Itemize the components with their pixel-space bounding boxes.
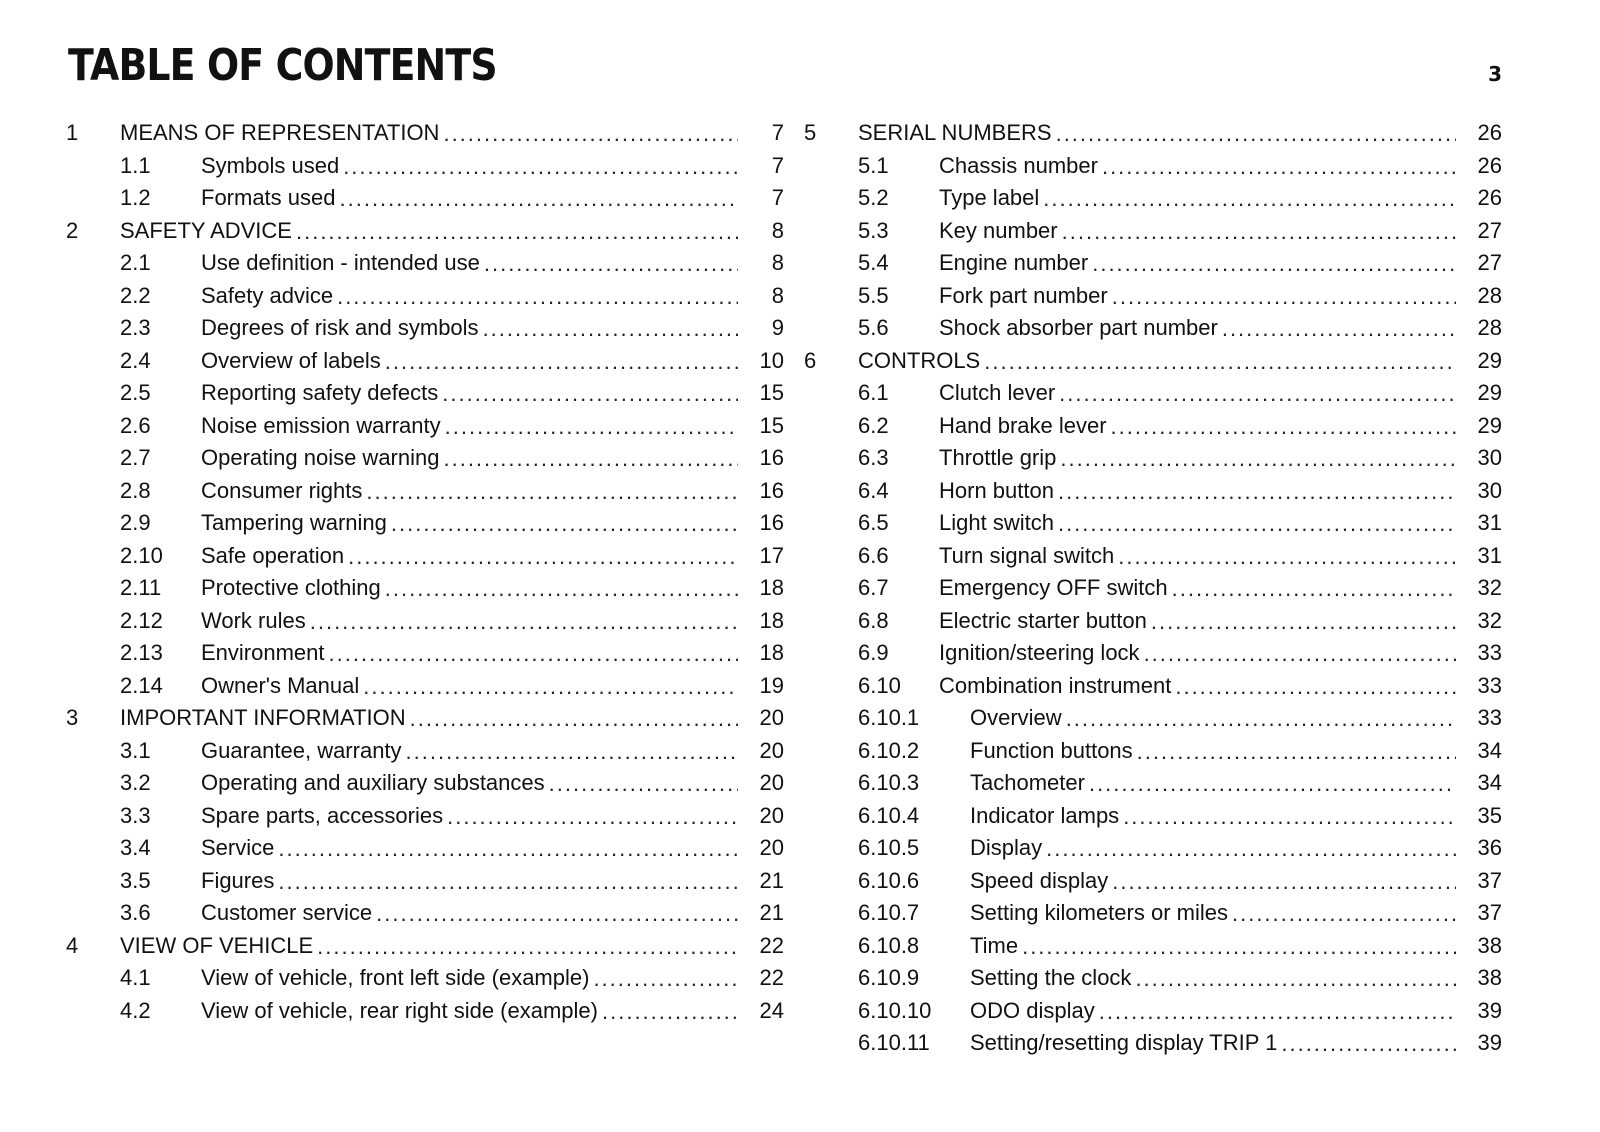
toc-entry[interactable] xyxy=(66,507,784,540)
toc-dot-leader xyxy=(443,448,738,470)
toc-dot-leader xyxy=(385,578,738,600)
toc-entry[interactable] xyxy=(804,345,1502,378)
toc-entry-label: Safe operation xyxy=(201,545,348,567)
toc-entry-page: 26 xyxy=(1456,155,1502,177)
toc-entry-number: 4.1 xyxy=(120,965,151,991)
toc-entry-label: Light switch xyxy=(939,512,1058,534)
toc-entry-label: Setting the clock xyxy=(970,967,1135,989)
toc-entry-number: 1.1 xyxy=(120,152,151,178)
toc-dot-leader xyxy=(296,221,738,243)
toc-entry[interactable] xyxy=(66,475,784,508)
toc-entry-page: 20 xyxy=(738,707,784,729)
toc-entry-label: Key number xyxy=(939,220,1062,242)
toc-entry[interactable] xyxy=(804,735,1502,768)
toc-entry[interactable] xyxy=(804,507,1502,540)
toc-entry[interactable] xyxy=(66,767,784,800)
toc-entry-label: Turn signal switch xyxy=(939,545,1118,567)
toc-entry[interactable] xyxy=(66,377,784,410)
toc-entry-label: Electric starter button xyxy=(939,610,1151,632)
toc-dot-leader xyxy=(549,773,738,795)
toc-entry-page: 15 xyxy=(738,415,784,437)
page-number: 3 xyxy=(1488,62,1502,86)
toc-dot-leader xyxy=(1123,806,1456,828)
toc-entry-number: 3.1 xyxy=(120,737,151,763)
toc-dot-leader xyxy=(1111,416,1456,438)
toc-entry[interactable] xyxy=(804,995,1502,1028)
toc-entry-number: 2.6 xyxy=(120,412,151,438)
toc-entry[interactable] xyxy=(804,865,1502,898)
toc-entry-number: 2.14 xyxy=(120,672,163,698)
toc-entry-page: 37 xyxy=(1456,902,1502,924)
toc-entry-number: 6.10.4 xyxy=(858,802,920,828)
toc-dot-leader xyxy=(593,968,738,990)
toc-entry[interactable] xyxy=(804,410,1502,443)
toc-entry-label: Clutch lever xyxy=(939,382,1059,404)
toc-dot-leader xyxy=(1118,546,1456,568)
toc-entry-page: 32 xyxy=(1456,610,1502,632)
toc-entry-label: Use definition - intended use xyxy=(201,252,484,274)
toc-entry[interactable] xyxy=(804,897,1502,930)
toc-entry[interactable] xyxy=(66,247,784,280)
toc-entry[interactable] xyxy=(66,280,784,313)
toc-entry-number: 6.10.8 xyxy=(858,932,920,958)
toc-dot-leader xyxy=(447,806,738,828)
toc-dot-leader xyxy=(1058,481,1456,503)
toc-dot-leader xyxy=(310,611,738,633)
toc-entry-number: 5.3 xyxy=(858,217,889,243)
toc-dot-leader xyxy=(1172,578,1456,600)
toc-dot-leader xyxy=(348,546,738,568)
toc-entry-number: 3.4 xyxy=(120,835,151,861)
toc-entry[interactable] xyxy=(804,800,1502,833)
toc-entry[interactable] xyxy=(804,1027,1502,1060)
toc-entry-number: 6 xyxy=(804,347,817,373)
toc-entry[interactable] xyxy=(66,312,784,345)
toc-entry-page: 20 xyxy=(738,805,784,827)
toc-entry-page: 8 xyxy=(738,220,784,242)
toc-entry-label: Customer service xyxy=(201,902,376,924)
toc-entry-page: 30 xyxy=(1456,447,1502,469)
toc-entry[interactable] xyxy=(66,670,784,703)
toc-entry[interactable] xyxy=(804,670,1502,703)
toc-dot-leader xyxy=(1059,383,1456,405)
toc-entry-number: 2.4 xyxy=(120,347,151,373)
toc-entry-label: Overview xyxy=(970,707,1066,729)
toc-entry-number: 4 xyxy=(66,932,79,958)
toc-entry-page: 7 xyxy=(738,122,784,144)
toc-entry[interactable] xyxy=(66,995,784,1028)
toc-entry-page: 17 xyxy=(738,545,784,567)
toc-entry-label: Ignition/steering lock xyxy=(939,642,1144,664)
toc-dot-leader xyxy=(278,838,738,860)
toc-dot-leader xyxy=(363,676,738,698)
toc-dot-leader xyxy=(317,936,738,958)
toc-entry-page: 29 xyxy=(1456,415,1502,437)
toc-entry-label: Noise emission warranty xyxy=(201,415,445,437)
toc-entry-number: 6.4 xyxy=(858,477,889,503)
toc-entry-number: 2.3 xyxy=(120,315,151,341)
toc-dot-leader xyxy=(483,318,738,340)
toc-entry-page: 33 xyxy=(1456,675,1502,697)
toc-entry-number: 2.5 xyxy=(120,380,151,406)
toc-entry-label: Guarantee, warranty xyxy=(201,740,406,762)
toc-entry-page: 16 xyxy=(738,512,784,534)
toc-right-column xyxy=(804,117,1502,1060)
toc-dot-leader xyxy=(343,156,738,178)
toc-entry-label: Display xyxy=(970,837,1046,859)
toc-dot-leader xyxy=(1043,188,1456,210)
toc-dot-leader xyxy=(1092,253,1456,275)
toc-entry-label: Spare parts, accessories xyxy=(201,805,447,827)
toc-dot-leader xyxy=(391,513,738,535)
toc-entry-number: 6.10.2 xyxy=(858,737,920,763)
toc-entry-page: 21 xyxy=(738,902,784,924)
toc-entry[interactable] xyxy=(804,182,1502,215)
toc-entry-label: Speed display xyxy=(970,870,1112,892)
toc-entry[interactable] xyxy=(66,540,784,573)
toc-entry-label: Horn button xyxy=(939,480,1058,502)
toc-dot-leader xyxy=(1102,156,1456,178)
toc-entry-label: Safety advice xyxy=(201,285,337,307)
toc-dot-leader xyxy=(340,188,739,210)
toc-entry[interactable] xyxy=(804,930,1502,963)
toc-dot-leader xyxy=(984,351,1456,373)
toc-entry-number: 1 xyxy=(66,120,79,146)
toc-entry-number: 6.10.1 xyxy=(858,705,920,731)
toc-entry[interactable] xyxy=(66,702,784,735)
toc-entry-label: Chassis number xyxy=(939,155,1102,177)
toc-entry-number: 5.5 xyxy=(858,282,889,308)
toc-entry-page: 19 xyxy=(738,675,784,697)
toc-entry-page: 20 xyxy=(738,772,784,794)
toc-entry-page: 34 xyxy=(1456,772,1502,794)
toc-entry[interactable] xyxy=(804,150,1502,183)
toc-entry-page: 20 xyxy=(738,837,784,859)
toc-entry-number: 5.4 xyxy=(858,250,889,276)
toc-entry-page: 22 xyxy=(738,967,784,989)
toc-entry-label: Operating noise warning xyxy=(201,447,443,469)
toc-entry-page: 38 xyxy=(1456,935,1502,957)
toc-entry[interactable] xyxy=(66,800,784,833)
toc-entry-label: View of vehicle, front left side (example) xyxy=(201,967,593,989)
toc-entry-number: 2.8 xyxy=(120,477,151,503)
page-title: TABLE OF CONTENTS xyxy=(68,40,497,91)
toc-entry-label: Engine number xyxy=(939,252,1092,274)
toc-entry-number: 6.10.5 xyxy=(858,835,920,861)
toc-entry-label: Environment xyxy=(201,642,329,664)
toc-entry-label: Setting kilometers or miles xyxy=(970,902,1232,924)
toc-entry-label: Tachometer xyxy=(970,772,1089,794)
toc-entry[interactable] xyxy=(804,832,1502,865)
toc-entry-label: Reporting safety defects xyxy=(201,382,442,404)
toc-entry-number: 2.9 xyxy=(120,510,151,536)
toc-entry-number: 4.2 xyxy=(120,997,151,1023)
toc-dot-leader xyxy=(442,383,738,405)
toc-dot-leader xyxy=(1060,448,1456,470)
toc-entry[interactable] xyxy=(804,215,1502,248)
toc-entry-label: Degrees of risk and symbols xyxy=(201,317,483,339)
toc-entry-page: 21 xyxy=(738,870,784,892)
toc-entry-label: Operating and auxiliary substances xyxy=(201,772,549,794)
toc-entry-number: 6.1 xyxy=(858,380,889,406)
toc-dot-leader xyxy=(366,481,738,503)
toc-entry-page: 30 xyxy=(1456,480,1502,502)
toc-entry-label: Shock absorber part number xyxy=(939,317,1222,339)
toc-left-column xyxy=(66,117,784,1027)
toc-entry[interactable] xyxy=(66,930,784,963)
toc-entry-number: 5 xyxy=(804,120,817,146)
toc-entry-number: 3.3 xyxy=(120,802,151,828)
toc-entry[interactable] xyxy=(66,735,784,768)
toc-entry[interactable] xyxy=(66,410,784,443)
toc-entry[interactable] xyxy=(66,865,784,898)
toc-entry-number: 2.2 xyxy=(120,282,151,308)
toc-entry-page: 8 xyxy=(738,285,784,307)
toc-dot-leader xyxy=(1281,1033,1456,1055)
toc-entry-label: Overview of labels xyxy=(201,350,385,372)
toc-entry-label: Service xyxy=(201,837,278,859)
toc-entry[interactable] xyxy=(804,312,1502,345)
toc-entry-page: 7 xyxy=(738,155,784,177)
toc-entry-number: 2.11 xyxy=(120,575,162,601)
toc-entry[interactable] xyxy=(66,605,784,638)
toc-entry-label: View of vehicle, rear right side (example) xyxy=(201,1000,602,1022)
toc-entry-page: 29 xyxy=(1456,350,1502,372)
toc-entry-page: 32 xyxy=(1456,577,1502,599)
toc-entry-number: 3.5 xyxy=(120,867,151,893)
toc-entry-page: 27 xyxy=(1456,220,1502,242)
toc-entry[interactable] xyxy=(804,702,1502,735)
toc-entry-label: Tampering warning xyxy=(201,512,391,534)
toc-dot-leader xyxy=(1135,968,1456,990)
toc-entry-page: 35 xyxy=(1456,805,1502,827)
toc-entry-page: 15 xyxy=(738,382,784,404)
toc-entry-label: Indicator lamps xyxy=(970,805,1123,827)
toc-entry[interactable] xyxy=(66,832,784,865)
toc-entry-number: 6.10.9 xyxy=(858,965,920,991)
toc-entry-page: 33 xyxy=(1456,707,1502,729)
toc-entry[interactable] xyxy=(804,637,1502,670)
toc-dot-leader xyxy=(484,253,738,275)
toc-entry-page: 36 xyxy=(1456,837,1502,859)
toc-entry[interactable] xyxy=(66,182,784,215)
toc-dot-leader xyxy=(445,416,738,438)
toc-dot-leader xyxy=(1112,871,1456,893)
toc-entry-page: 8 xyxy=(738,252,784,274)
toc-dot-leader xyxy=(406,741,738,763)
toc-entry-number: 2.1 xyxy=(120,250,151,276)
toc-dot-leader xyxy=(602,1001,738,1023)
toc-entry-label: Type label xyxy=(939,187,1043,209)
toc-entry[interactable] xyxy=(804,442,1502,475)
toc-entry-label: SAFETY ADVICE xyxy=(120,220,296,242)
toc-entry-number: 6.2 xyxy=(858,412,889,438)
toc-entry-label: Setting/resetting display TRIP 1 xyxy=(970,1032,1281,1054)
toc-entry-page: 38 xyxy=(1456,967,1502,989)
toc-entry-number: 3.6 xyxy=(120,900,151,926)
toc-entry-number: 3 xyxy=(66,705,79,731)
toc-entry-page: 28 xyxy=(1456,285,1502,307)
toc-dot-leader xyxy=(1099,1001,1456,1023)
toc-entry-label: Hand brake lever xyxy=(939,415,1111,437)
toc-entry-number: 6.10.6 xyxy=(858,867,920,893)
toc-entry-page: 31 xyxy=(1456,545,1502,567)
toc-entry-number: 5.2 xyxy=(858,185,889,211)
toc-entry-page: 24 xyxy=(738,1000,784,1022)
toc-entry-page: 18 xyxy=(738,610,784,632)
toc-entry[interactable] xyxy=(804,475,1502,508)
toc-entry-label: Emergency OFF switch xyxy=(939,577,1172,599)
toc-entry-number: 5.1 xyxy=(858,152,889,178)
toc-entry[interactable] xyxy=(804,962,1502,995)
toc-entry[interactable] xyxy=(66,572,784,605)
toc-entry-page: 39 xyxy=(1456,1032,1502,1054)
toc-dot-leader xyxy=(1046,838,1456,860)
toc-entry-label: Figures xyxy=(201,870,278,892)
toc-entry-label: Symbols used xyxy=(201,155,343,177)
toc-entry-number: 2.12 xyxy=(120,607,163,633)
toc-entry-page: 16 xyxy=(738,480,784,502)
toc-entry[interactable] xyxy=(66,117,784,150)
toc-entry[interactable] xyxy=(804,280,1502,313)
toc-entry-page: 9 xyxy=(738,317,784,339)
toc-entry-label: Formats used xyxy=(201,187,340,209)
toc-entry-number: 6.10 xyxy=(858,672,901,698)
toc-dot-leader xyxy=(385,351,738,373)
toc-entry-label: Fork part number xyxy=(939,285,1112,307)
toc-entry-page: 10 xyxy=(738,350,784,372)
toc-entry-number: 6.9 xyxy=(858,640,889,666)
toc-dot-leader xyxy=(1066,708,1456,730)
toc-dot-leader xyxy=(1151,611,1456,633)
toc-entry[interactable] xyxy=(66,345,784,378)
toc-dot-leader xyxy=(1175,676,1456,698)
toc-entry-page: 7 xyxy=(738,187,784,209)
toc-entry-number: 6.6 xyxy=(858,542,889,568)
toc-dot-leader xyxy=(1056,123,1456,145)
toc-entry-page: 39 xyxy=(1456,1000,1502,1022)
toc-entry-label: CONTROLS xyxy=(858,350,984,372)
toc-entry-page: 29 xyxy=(1456,382,1502,404)
toc-entry-page: 26 xyxy=(1456,122,1502,144)
toc-entry-number: 6.7 xyxy=(858,575,889,601)
toc-entry-page: 18 xyxy=(738,577,784,599)
toc-dot-leader xyxy=(410,708,738,730)
toc-dot-leader xyxy=(337,286,738,308)
toc-entry-page: 26 xyxy=(1456,187,1502,209)
toc-entry-page: 27 xyxy=(1456,252,1502,274)
toc-dot-leader xyxy=(1022,936,1456,958)
toc-dot-leader xyxy=(1062,221,1456,243)
toc-entry-page: 33 xyxy=(1456,642,1502,664)
toc-entry-number: 2 xyxy=(66,217,79,243)
toc-entry[interactable] xyxy=(804,247,1502,280)
toc-entry-page: 34 xyxy=(1456,740,1502,762)
toc-entry[interactable] xyxy=(804,605,1502,638)
toc-dot-leader xyxy=(1144,643,1456,665)
toc-entry-number: 6.8 xyxy=(858,607,889,633)
toc-entry-label: MEANS OF REPRESENTATION xyxy=(120,122,443,144)
toc-dot-leader xyxy=(1112,286,1456,308)
toc-entry-page: 16 xyxy=(738,447,784,469)
toc-entry[interactable] xyxy=(66,637,784,670)
toc-entry-number: 5.6 xyxy=(858,315,889,341)
toc-entry-label: Protective clothing xyxy=(201,577,385,599)
toc-entry-label: ODO display xyxy=(970,1000,1099,1022)
toc-dot-leader xyxy=(1137,741,1456,763)
toc-entry-label: Owner's Manual xyxy=(201,675,363,697)
toc-entry[interactable] xyxy=(804,572,1502,605)
toc-entry-page: 22 xyxy=(738,935,784,957)
toc-dot-leader xyxy=(329,643,738,665)
toc-entry[interactable] xyxy=(804,767,1502,800)
toc-entry-number: 6.10.10 xyxy=(858,997,932,1023)
toc-dot-leader xyxy=(376,903,738,925)
toc-entry-page: 31 xyxy=(1456,512,1502,534)
toc-entry[interactable] xyxy=(66,442,784,475)
toc-entry-label: Throttle grip xyxy=(939,447,1060,469)
toc-entry-label: IMPORTANT INFORMATION xyxy=(120,707,410,729)
toc-entry-number: 6.5 xyxy=(858,510,889,536)
toc-entry-number: 6.10.11 xyxy=(858,1030,930,1056)
toc-entry-number: 3.2 xyxy=(120,770,151,796)
toc-dot-leader xyxy=(443,123,738,145)
toc-entry-label: VIEW OF VEHICLE xyxy=(120,935,317,957)
toc-dot-leader xyxy=(1232,903,1456,925)
toc-entry-label: Combination instrument xyxy=(939,675,1175,697)
toc-dot-leader xyxy=(278,871,738,893)
toc-entry-number: 2.10 xyxy=(120,542,163,568)
toc-entry-number: 6.10.7 xyxy=(858,900,920,926)
toc-dot-leader xyxy=(1222,318,1456,340)
toc-entry-number: 2.13 xyxy=(120,640,163,666)
toc-entry-number: 6.3 xyxy=(858,445,889,471)
toc-entry[interactable] xyxy=(804,377,1502,410)
toc-entry-number: 1.2 xyxy=(120,185,151,211)
toc-entry-page: 37 xyxy=(1456,870,1502,892)
toc-entry[interactable] xyxy=(66,962,784,995)
toc-entry-number: 6.10.3 xyxy=(858,770,920,796)
toc-entry-label: Time xyxy=(970,935,1022,957)
toc-entry-number: 2.7 xyxy=(120,445,151,471)
toc-entry-page: 18 xyxy=(738,642,784,664)
toc-entry-label: SERIAL NUMBERS xyxy=(858,122,1056,144)
toc-dot-leader xyxy=(1089,773,1456,795)
toc-entry[interactable] xyxy=(66,150,784,183)
toc-entry-label: Work rules xyxy=(201,610,310,632)
toc-entry[interactable] xyxy=(66,897,784,930)
toc-entry[interactable] xyxy=(804,540,1502,573)
toc-entry-label: Consumer rights xyxy=(201,480,366,502)
toc-entry-page: 20 xyxy=(738,740,784,762)
toc-entry[interactable] xyxy=(804,117,1502,150)
toc-entry-label: Function buttons xyxy=(970,740,1137,762)
toc-entry[interactable] xyxy=(66,215,784,248)
toc-entry-page: 28 xyxy=(1456,317,1502,339)
toc-dot-leader xyxy=(1058,513,1456,535)
